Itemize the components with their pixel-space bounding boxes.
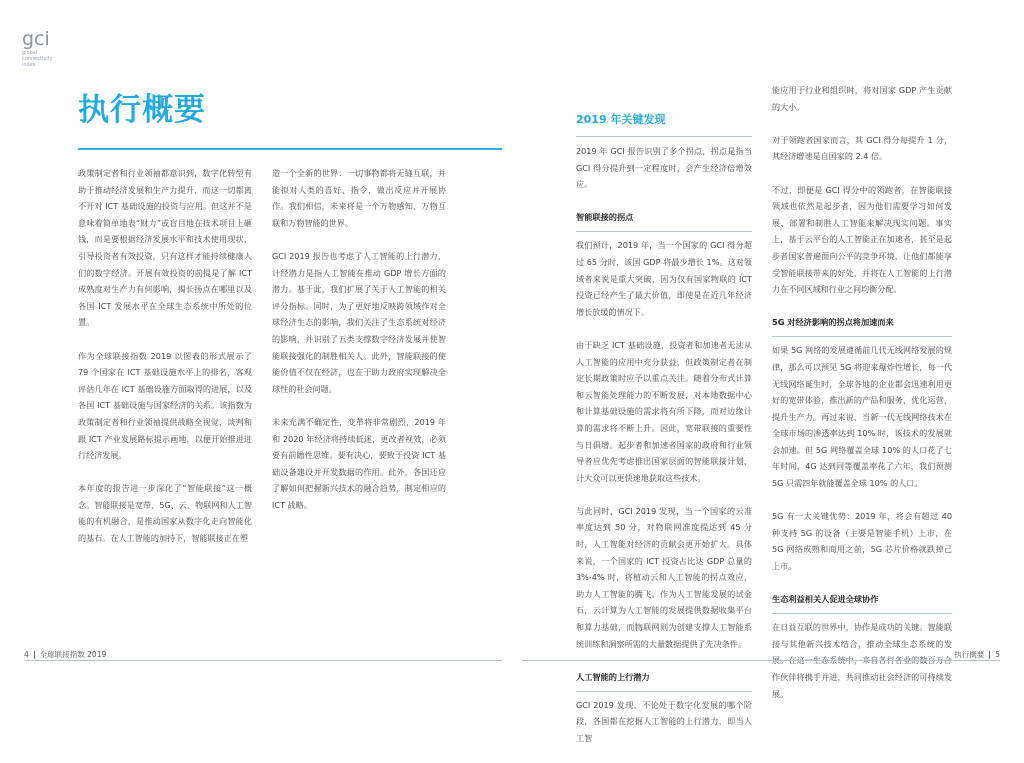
heading-rule (576, 691, 752, 692)
footer-divider (989, 651, 990, 659)
paragraph: 本年度的报告进一步深化了“智能联接”这一概念。智能联接是宽带、5G、云、物联网和人工智能的有机融合，是推动国家从数字化走向智能化的基石。在人工智能的加持下，智能联接正在塑 (78, 483, 252, 544)
paragraph: 我们预计，2019 年，当一个国家的 GCI 得分超过 65 分时，该国 GDP 将最少增长 1%。这对领域者来说是重大突破，因为仅有国家物联的 ICT 投资已经产生了最大价值，即使是在近几年经济增长放缓的情况下。 (576, 240, 752, 317)
paragraph: 政策制定者和行业领袖都意识到，数字化转型有助于推动经济发展和生产力提升，而这一切都离不开对 ICT 基础设施的投资与应用。但这并不是意味着简单地表“财力”或盲目地在技术项目上砸钱，而是要根据经济发展水平和技术使用现状，引导投资者有效投资，只有这样才能持续健康人们的数字经济。开展有效投资的前提是了解 ICT 成熟度对生产力有何影响，揭长扬点在哪里以及各国 ICT 发展水平在全球生态系统中所处的位置。 (78, 168, 252, 328)
heading-rule (576, 136, 752, 137)
text-column-4 (772, 82, 952, 719)
paragraph: 由于缺乏 ICT 基础设施，投资者和加速者无法从人工智能的应用中充分获益，但政策制定者在制定长期政策时应予以重点关注。随着分布式计算和云智能处理能力的不断发展，对本地数据中心和计算基础设施的需求将有所下降，而对边缘计算的需求将不断上升。因此，宽带联接的重要性与日俱增。起步者和加速者国家的政府和行业领导者应优先考虑推出国家层面的智能联接计划，计大众可以更快速地获取这些技术。 (576, 339, 752, 483)
heading-rule (772, 613, 952, 614)
paragraph: GCI 2019 报告也考虑了人工智能的上行潜力，计经潜力是指人工智能在推动 GDP 增长方面的潜力。基于此，我们扩展了关于人工智能的相关评分指标。同时，为了更好地反映跨领域作对全球经济生态的影响，我们关注了生态系统对经济的影响，并识别了五类支撑数字经济发展并使智能联接强化的制胜相关人。此外，智能联接的使能价值不仅在经济，也在于助力政府实现解决全球性的社会问题。 (272, 250, 446, 394)
paragraph: 对于领跑者国家而言，其 GCI 得分每提升 1 分，其经济增速是自国家的 2.4 倍。 (772, 134, 952, 162)
footer-label: 执行概要 (954, 650, 985, 659)
heading-rule (772, 336, 952, 337)
heading-rule (576, 231, 752, 232)
logo-mark: gci (22, 28, 50, 50)
paragraph: 未来充满不确定性，变革将非常剧烈，2019 年和 2020 年经济将持续低迷，更改者视效，必须要有前瞻性思维。要有决心，要致于投资 ICT 基础设备建设并开发数据的作用。此外，各国还应了解如何把握新兴技术的融合趋势，制定相应的 ICT 战略。 (272, 416, 446, 510)
text-column-2 (272, 165, 446, 530)
paragraph: 5G 有一大关键优势：2019 年，将会有超过 40 种支持 5G 的设备（主要是智能手机）上市，在 5G 网络成熟和商用之前，5G 芯片价格就跌掉己上市。 (772, 511, 952, 572)
logo-sub-line: connectivity (22, 56, 53, 62)
paragraph: 造一个全新的世界：一切事物都将无缝互联，并能拟对人类的喜好、指令，做出反应并开展协作。我们相信，未来将是一个万物感知、万物互联和万物智能的世界。 (272, 168, 446, 228)
section-heading: 生态利益相关人促进全球协作 (772, 594, 879, 605)
section-heading: 人工智能的上行潜力 (576, 671, 650, 682)
footer-label: 全球联接指数 2019 (39, 650, 107, 659)
text-column-1 (78, 165, 252, 563)
paragraph: 在日益互联的世界中，协作是成功的关键。智能联接与其他新兴技术结合，推动全球生态系统的发 作伙伴将携手并进，共同推动社会经济的可持续发展。 (772, 622, 952, 699)
page-number: 5 (995, 650, 1000, 659)
paragraph: 不过，即便是 GCI 得分中的领跑者，在智能联接领域也依然是起步者，因为他们需要学习如何发展、部署和制胜人工智能来解决现实问题。事实上，基于云平台的人工智能正在加速者，甚至是起步者国家普遍面向公平的竞争环境，让他们都能享受智能联接带来的好处，并将在人工智能的上行潜力在不同区域和行业之间均衡分配。 (772, 184, 952, 295)
text-column-3 (576, 112, 752, 763)
title-underline (78, 148, 502, 150)
paragraph: 能应用于行业和组织时，将对国家 GDP 产生贡献的大小。 (772, 85, 952, 112)
logo-subtitle (22, 50, 82, 68)
gci-logo (22, 30, 82, 68)
paragraph: 与此同时，GCI 2019 发现，当一个国家的云准率度达到 50 分，对物联网准度提达到 45 分时，人工智能对经济的贡献会更开始扩大。具体来说，一个国家的 ICT 投资占比达 GDP 总量的 3%-4% 时，将植动云和人工智能的拐点效应，助力人工智能的腾飞。作为人工智能发展的试金石，云计算为人工智能的发展提供数据收集平台和算力基础，而物联网则为创建支撑人工智能系统训练和洞察所需的大量数据提供了先决条件。 (576, 505, 752, 649)
section-heading: 智能联接的拐点 (576, 212, 634, 223)
page-number: 4 (24, 650, 29, 659)
paragraph: 作为全球联接指数 2019 以图表的形式展示了 79 个国家在 ICT 基础设施水平上的排名，客观评估几年在 ICT 基础设施方面取得的进展，以及各国 ICT 基础设施与国家经济的关系。该指数为政策制定者和行业领袖提供战略全视觉，谈判和跟 ICT 产业发展路标提示画地，以便开始推进进行经济发展。 (78, 350, 252, 461)
paragraph: 如果 5G 网络的发展遵循前几代无线网络发展的规律，那么可以预见 5G 将迎来爆炸性增长，每一代无线网络诞生时，全球各地的企业都会迅速利用更好的宽带体验，推出新的产品和服务，优化运营，提升生产力。再过来说，当新一代无线网络技术在全球市场的渗透率达到 10% 时，该技术的发展就会加速。但 5G 网络覆盖全球 10% 的人口花了七年时间，4G 达到同等覆盖率花了六年，我们预测 5G 只需四年就能覆盖全球 10% 的人口。 (772, 345, 952, 489)
logo-sub-line: global (22, 50, 38, 56)
footer-divider (34, 651, 35, 659)
paragraph: GCI 2019 发现，不论处于数字化发展的哪个阶段，各国都在挖掘人工智能的上行潜力，即当人工智 (576, 699, 752, 743)
logo-sub-line: index (22, 62, 36, 68)
paragraph: 2019 年 GCI 报告识别了多个拐点，拐点是指当 GCI 得分提升到一定程度时，会产生经济倍增效应。 (576, 146, 752, 190)
key-findings-heading: 2019 年关键发现 (576, 113, 666, 126)
page-title: 执行概要 (78, 92, 206, 128)
footer-rule (522, 660, 1000, 661)
section-heading: 5G 对经济影响的拐点将加速而来 (772, 317, 894, 328)
footer-rule (24, 660, 502, 661)
